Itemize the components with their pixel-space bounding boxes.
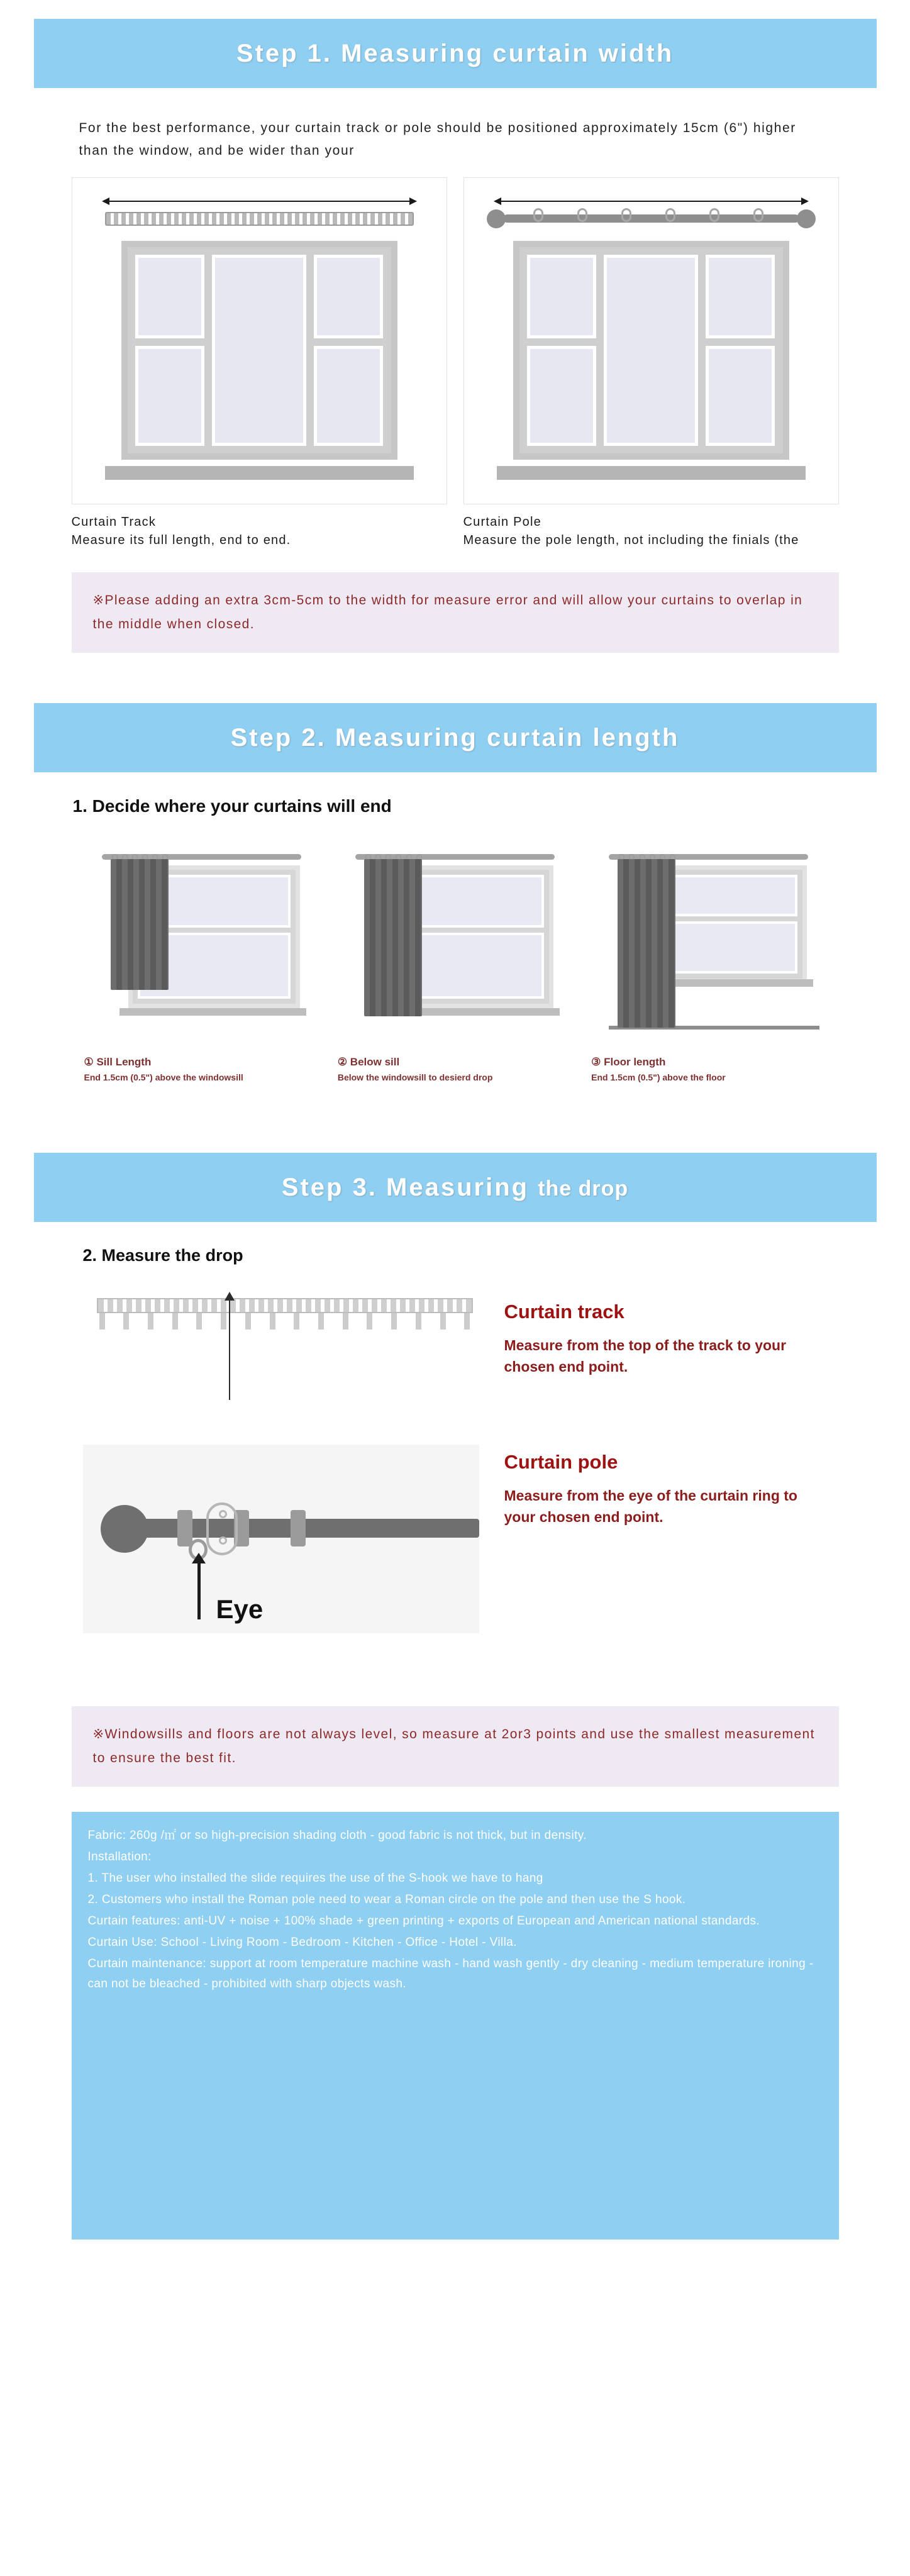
- product-details-footer: [72, 1812, 839, 2240]
- curtain-panel: [618, 859, 675, 1028]
- pole-finial-icon: [101, 1505, 148, 1553]
- pole-finial-right-icon: [797, 209, 816, 228]
- pole-drop-visual: [83, 1413, 479, 1633]
- pole-ring-icon: [665, 208, 675, 222]
- window-pane: [135, 346, 205, 446]
- below-sill-desc: Below the windowsill to desierd drop: [337, 1072, 493, 1082]
- curtain-track-caption-title: Curtain Track: [71, 515, 157, 529]
- sill-length-diagram: [84, 835, 319, 1052]
- window-sill: [105, 466, 414, 480]
- curtain-track-diagram-column: [72, 177, 447, 550]
- measure-arrow-icon: [229, 1299, 230, 1400]
- window-frame: [513, 241, 789, 460]
- footer-line: Curtain maintenance: support at room temperature machine wash - hand wash gently - dry cleaning - medium temperature ironing - can not be bleached - prohibited with sharp objects wash.: [87, 1957, 814, 1990]
- measure-arrow-icon: [197, 1562, 201, 1619]
- curtain-pole-desc: Measure from the eye of the curtain ring to your chosen end point.: [504, 1487, 797, 1525]
- step1-banner: [34, 19, 877, 88]
- curtain-panel: [364, 859, 422, 1016]
- pole-ring-icon: [533, 208, 543, 222]
- floor-length-label: ③ Floor length: [591, 1056, 666, 1068]
- pole-ring-icon: [753, 208, 763, 222]
- step1-diagram-row: [34, 177, 877, 550]
- footer-line: Installation:: [87, 1850, 152, 1863]
- curtain-pole-caption: [463, 504, 839, 550]
- curtain-pole-caption-title: Curtain Pole: [463, 515, 541, 529]
- pole-drop-diagram: [83, 1445, 479, 1633]
- window-pane: [527, 346, 597, 446]
- curtain-pole-title: Curtain pole: [504, 1451, 618, 1473]
- window-pane: [135, 255, 205, 338]
- step3-banner-sub: the drop: [538, 1176, 629, 1201]
- track-drop-diagram: [83, 1284, 479, 1394]
- window-panes: [135, 255, 384, 446]
- step3-banner-main: Step 3. Measuring: [281, 1173, 530, 1201]
- window-panes: [527, 255, 775, 446]
- curtain-track-diagram: [72, 177, 447, 504]
- curtain-track-icon: [97, 1298, 473, 1313]
- step2-subheading: 1. Decide where your curtains will end: [72, 796, 392, 816]
- option-sill-length: [84, 835, 319, 1084]
- sill-length-label: ① Sill Length: [84, 1056, 152, 1068]
- footer-line: 2. Customers who install the Roman pole need to wear a Roman circle on the pole and then use the S hook.: [87, 1893, 686, 1906]
- below-sill-diagram: [338, 835, 572, 1052]
- footer-line: 1. The user who installed the slide requires the use of the S-hook we have to hang: [87, 1872, 543, 1885]
- step1-banner-title: Step 1. Measuring curtain width: [236, 39, 674, 67]
- window-pane: [655, 921, 797, 974]
- pole-drop-text: [504, 1413, 825, 1528]
- floor-length-diagram: [591, 835, 826, 1052]
- window-pane: [706, 346, 775, 446]
- width-arrow-icon: [501, 201, 802, 202]
- width-arrow-icon: [109, 201, 410, 202]
- window-panes: [655, 875, 797, 974]
- option-floor-length: [591, 835, 826, 1084]
- window-sill: [119, 1008, 306, 1016]
- curtain-track-caption: [72, 504, 447, 550]
- curtain-track-drop-block: [34, 1284, 877, 1394]
- step2-banner: [34, 703, 877, 772]
- curtain-pole-drop-block: [34, 1413, 877, 1633]
- track-drop-visual: [83, 1284, 479, 1394]
- window-pane: [212, 255, 306, 446]
- eye-label: Eye: [216, 1594, 264, 1624]
- pole-ring-icon: [621, 208, 631, 222]
- curtain-pole-diagram: [463, 177, 839, 504]
- pole-ring-icon: [577, 208, 587, 222]
- step2-banner-title: Step 2. Measuring curtain length: [230, 723, 680, 752]
- curtain-track-icon: [105, 212, 414, 226]
- ring-eyelet-icon: [219, 1536, 227, 1545]
- floor-length-desc: End 1.5cm (0.5") above the floor: [591, 1072, 726, 1082]
- option-below-sill: [338, 835, 572, 1084]
- sill-length-desc: End 1.5cm (0.5") above the windowsill: [84, 1072, 243, 1082]
- pole-bracket-icon: [177, 1510, 192, 1546]
- track-hooks-icon: [99, 1313, 470, 1330]
- below-sill-label: ② Below sill: [337, 1056, 400, 1068]
- curtain-panel: [111, 859, 169, 990]
- curtain-track-title: Curtain track: [504, 1301, 624, 1323]
- window-frame: [121, 241, 397, 460]
- curtain-pole-diagram-column: [463, 177, 839, 550]
- window-pane: [527, 255, 597, 338]
- pole-finial-left-icon: [487, 209, 506, 228]
- curtain-track-caption-body: Measure its full length, end to end.: [71, 533, 291, 547]
- step1-notice: ※Please adding an extra 3cm-5cm to the width for measure error and will allow your curtains to overlap in the middle when closed.: [72, 572, 839, 653]
- track-drop-text: [504, 1284, 825, 1377]
- step3-subheading: 2. Measure the drop: [82, 1246, 243, 1265]
- step3-banner-title: [282, 1174, 628, 1202]
- pole-bracket-icon: [291, 1510, 306, 1546]
- footer-line: Curtain Use: School - Living Room - Bedroom - Kitchen - Office - Hotel - Villa.: [87, 1936, 517, 1949]
- window-pane: [655, 875, 797, 916]
- step3-banner: [34, 1153, 877, 1222]
- window-pane: [314, 255, 384, 338]
- footer-line: Curtain features: anti-UV + noise + 100% shade + green printing + exports of European and American national standards.: [87, 1914, 760, 1928]
- window-sill: [497, 466, 806, 480]
- footer-line: Fabric: 260g /㎡ or so high-precision shading cloth - good fabric is not thick, but in density.: [87, 1829, 587, 1842]
- step1-intro-text: For the best performance, your curtain track or pole should be positioned approximately 15cm (6") higher than the window, and be wider than your: [79, 121, 796, 158]
- curtain-length-options: [34, 835, 877, 1084]
- curtain-pole-caption-body: Measure the pole length, not including the finials (the: [463, 533, 799, 547]
- step3-notice: ※Windowsills and floors are not always level, so measure at 2or3 points and use the smallest measurement to ensure the best fit.: [72, 1706, 839, 1787]
- window-pane: [314, 346, 384, 446]
- window-pane: [604, 255, 698, 446]
- ring-eyelet-icon: [219, 1510, 227, 1518]
- window-pane: [706, 255, 775, 338]
- pole-ring-icon: [709, 208, 719, 222]
- curtain-track-desc: Measure from the top of the track to your chosen end point.: [504, 1337, 787, 1375]
